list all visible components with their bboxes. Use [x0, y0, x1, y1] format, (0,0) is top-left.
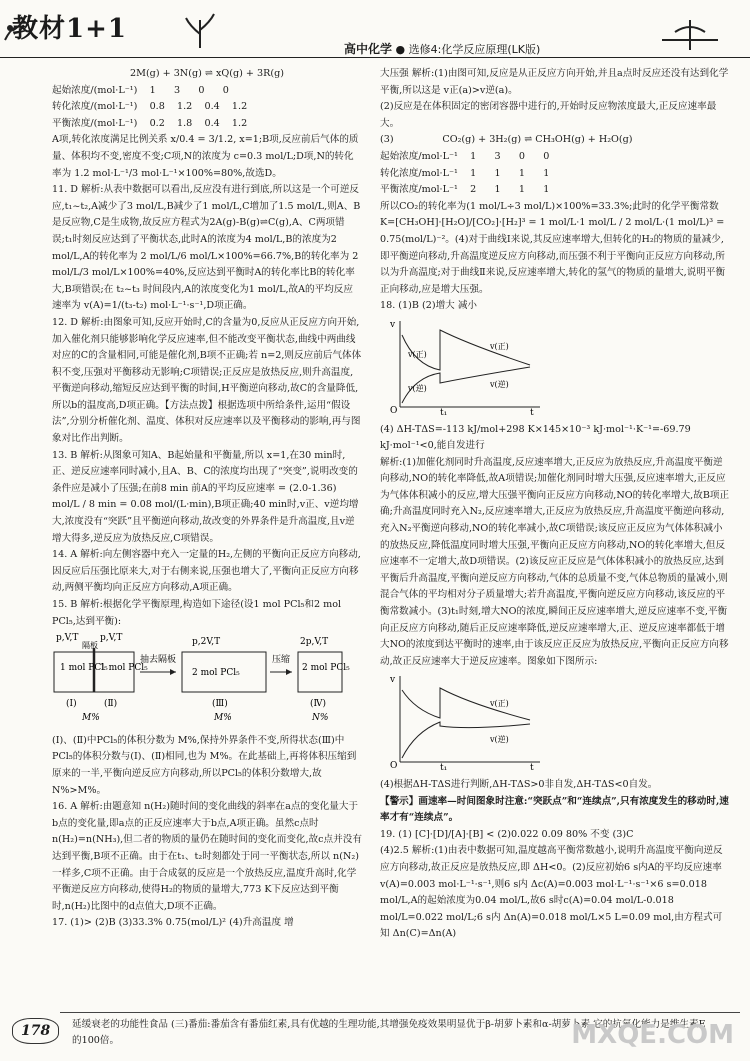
table-row: 平衡浓度/(mol·L⁻¹) 0.2 1.8 0.4 1.2: [52, 117, 248, 129]
box-label: 1 mol PCl₅: [60, 663, 108, 674]
answer-19-explain: (4)2.5 解析:(1)由表中数据可知,温度越高平衡常数越小,说明升高温度平衡向逆反应方向移动,故正反应是放热反应,即 ΔH<0。(2)反应初始6 s内A的平均反应速率 v(A)=0.003 mol·L⁻¹·s⁻¹,则6 s内 Δc(A)=0.003 mol·L⁻¹·s⁻¹×6 s=0.018 mol/L,A的起始浓度为0.04 mol/L,故6 s时c(A)=0.04 mol/L-0.018 mol/L=0.022 mol/L;6 s内 Δn(A)=0.018 mol/L×5 L=0.09 mol,由方程式可知 Δn(C)=Δn(A): [380, 845, 723, 940]
partition-label: 隔板: [82, 641, 98, 651]
arrow-label: 压缩: [272, 655, 291, 666]
tick-label: t₁: [440, 763, 448, 771]
answer-11: 11. D 解析:从表中数据可以看出,反应没有进行到底,所以这是一个可逆反应,t₁~t₂,A减少了3 mol/L,B减少了1 mol/L,C增加了1.5 mol/L,则A、B是反应物,C是生成物,故反应方程式为2A(g)-B(g)⇌C(g),A、C两项错误;t₁时刻反应达到了平衡状态,此时A的浓度为4 mol/L,B的浓度为2 mol/L,A的转化率为 2 mol/L/6 mol/L×100%=66.7%,B的转化率为 2 mol/L/3 mol/L×100%=40%,反应达到平衡时A的转化率比B的转化率大,B项错误;在 t₂~t₃ 时间段内,A的浓度变化为1 mol/L,故A的平均反应速率为 v(A)=1/(t₃-t₂) mol·L⁻¹·s⁻¹,D项正确。: [52, 184, 361, 312]
answer-15: 15. B 解析:根据化学平衡原理,构造如下途径(设1 mol PCl₅和2 mol PCl₅,达到平衡):: [52, 599, 342, 627]
state-number: (Ⅰ): [66, 699, 77, 710]
brand-logo: 教材1+1: [12, 14, 127, 44]
right-column: [380, 66, 730, 943]
state-label: 2p,V,T: [300, 637, 329, 648]
series-label: v(正): [408, 349, 427, 359]
leaf-ornament-icon: [180, 10, 220, 50]
table-row: 平衡浓度/mol·L⁻¹ 2 1 1 1: [380, 184, 550, 196]
state-label: p,V,T: [56, 633, 79, 644]
left-column: [52, 66, 362, 932]
answer-13: 13. B 解析:从图象可知A、B起始量和平衡量,所以 x=1,在30 min时,正、逆反应速率同时减小,且A、B、C的浓度均出现了“突变”,说明改变的条件应是减小了压强;在前8 min 前A的平均反应速率 = (2.0-1.36) mol/L / 8 min = 0.08 mol/(L·min),B项正确;40 min时,v正、v逆均增大,浓度没有“突跃”且平衡逆向移动,故改变的外界条件是升高温度,且v逆增大得多,逆反应为放热反应,C项错误。: [52, 449, 359, 544]
table-row: 转化浓度/mol·L⁻¹ 1 1 1 1: [380, 167, 550, 179]
answer-16: 16. A 解析:由题意知 n(H₂)随时间的变化曲线的斜率在a点的变化量大于b点的变化量,即a点的正反应速率大于b点,A项正确。虽然c点时 n(H₂)=n(NH₃),但二者的物质的量仍在随时间的变化而变化,故c点并没有达到平衡,B项不正确。由于在t₁、t₂时刻都处于同一平衡状态,所以 n(N₂)一样多,C项不正确。由于合成氨的反应是一个放热反应,温度升高时,化学平衡逆反应方向移动,使得H₂的物质的量增大,773 K下反应达到平衡时,n(H₂)比图中的d点值大,D项不正确。: [52, 801, 362, 912]
flourish-icon: [660, 10, 720, 50]
state-label: p,2V,T: [192, 637, 221, 648]
answer-17-cont: 大压强 解析:(1)由图可知,反应是从正反应方向开始,并且a点时反应还没有达到化学平衡,所以这是 v正(a)>v逆(a)。: [380, 68, 729, 96]
tick-label: t: [530, 763, 534, 771]
equation: 2M(g) + 3N(g) ⇌ xQ(g) + 3R(g): [130, 68, 284, 79]
answer-paragraph: A项,转化浓度满足比例关系 x/0.4 = 3/1.2, x=1;B项,反应前后气体的质量、体积均不变,密度不变;C项,N的浓度为 c=0.3 mol/L;D项,N的转化率为 1.2 mol·L⁻¹/3 mol·L⁻¹×100%=80%,故选D。: [52, 134, 359, 179]
answer-18-4b: (4)根据ΔH-TΔS进行判断,ΔH-TΔS>0非自发,ΔH-TΔS<0自发。: [380, 779, 658, 790]
percent-label: M%: [82, 713, 100, 724]
tick-label: t: [530, 407, 534, 415]
origin-label: O: [390, 761, 398, 771]
state-label: p,V,T: [100, 633, 123, 644]
state-number: (Ⅳ): [310, 699, 327, 710]
answer-17: 17. (1)> (2)B (3)33.3% 0.75(mol/L)² (4)升高温度 增: [52, 917, 294, 929]
rate-time-graph-2: [380, 670, 550, 770]
watermark: MXQE.COM: [571, 1020, 734, 1050]
subject-line: 高中化学 ● 选修4:化学反应原理(LK版): [344, 42, 541, 56]
answer-12: 12. D 解析:由图象可知,反应开始时,C的含量为0,反应从正反应方向开始,加入催化剂只能够影响化学反应速率,但不能改变平衡状态,曲线中两曲线对应的C的含量相同,可能是催化剂,B项不正确;若 n=2,则反应前后气体体积不变,压强对平衡移动无影响;C项错误;正反应是放热反应,则升高温度,平衡逆向移动,缩短反应达到平衡的时间,H平衡逆向移动,故C的含量降低,所以b的温度高,D项正确。【方法点拨】根据选项中所给条件,运用“假设法”,分别分析催化剂、温度、体积对反应速率以及平衡移动的影响,再与图象对比作出判断。: [52, 316, 362, 445]
rate-time-graph-1: [380, 315, 550, 415]
pcl5-path-figure: [52, 630, 352, 726]
series-label: v(逆): [490, 379, 509, 389]
header-rule: [0, 57, 750, 58]
box-label: 1 mol PCl₅: [100, 663, 148, 674]
series-label: v(正): [490, 341, 509, 351]
table-row: 转化浓度/(mol·L⁻¹) 0.8 1.2 0.4 1.2: [52, 101, 248, 113]
series-label: v(逆): [490, 735, 509, 745]
footer-note: 延缓衰老的功能性食品 (三)番茄:番茄含有番茄红素,具有优越的生理功能,其增强免疫效果明显优于β-胡萝卜素和α-胡萝卜素,它的抗氧化能力是维生素E的100倍。: [72, 1019, 706, 1046]
answer-18-explain: 解析:(1)加催化剂同时升高温度,反应速率增大,正反应为放热反应,升高温度平衡逆向移动,NO的转化率降低,故A项错误;加催化剂同时增大压强,反应速率增大,正反应为气体体积减小的反应,增大压强平衡向正反应方向移动,NO的转化率增大,故B项正确;升高温度同时充入N₂,反应速率增大,正反应为放热反应,升高温度平衡逆向移动,充入N₂平衡逆向移动,NO的转化率减小,故C项错误;该反应正反应为气体体积减小的放热反应,降低温度同时增大压强,平衡向正反应方向移动,NO的转化率增大,但反应速率不一定增大,故D项错误。(2)该反应正反应是气体体积减小的放热反应,达到平衡后升高温度,平衡向逆反应方向移动,气体的总质量不变,气体总物质的量减小,则混合气体的平均相对分子质量增大;若升高温度,平衡向逆反应方向移动,该反应的平衡常数减小。(3)t₁时刻,增大NO的浓度,瞬间正反应速率增大,逆反应速率不变,平衡向正反应方向移动,随后正反应速率降低,逆反应速率增大,正、逆反应速率都低于增大NO的浓度到达平衡时的速率,由于该反应正反应为放热反应,平衡向正反应方向移动,故正反应速率大于逆反应速率。图象如下图所示:: [380, 456, 730, 667]
arrow-label: 抽去隔板: [140, 655, 177, 666]
answer-17-cont: 所以CO₂的转化率为(1 mol/L÷3 mol/L)×100%=33.3%;此时的化学平衡常数 K=[CH₃OH]·[H₂O]/[CO₂]·[H₂]³ = 1 mol/L·1 mol/L / 2 mol/L·(1 mol/L)³ = 0.75(mol/L)⁻²。(4)对于曲线Ⅰ来说,其反应速率增大,但转化的H₂的物质的量减少,即平衡逆向移动,升高温度逆反应方向移动,而压强不利于平衡向正反应方向移动,所以为升高温度;对于曲线Ⅱ来说,反应速率增大,转化的氢气的物质的量增大,说明平衡正向移动,应是增大压强。: [380, 200, 726, 295]
state-number: (Ⅲ): [212, 699, 228, 710]
answer-18: 18. (1)B (2)增大 减小: [380, 300, 478, 312]
page-header: [0, 0, 750, 58]
tick-label: t₁: [440, 407, 448, 415]
axis-label: v: [390, 675, 396, 686]
equation: (3) CO₂(g) + 3H₂(g) ⇌ CH₃OH(g) + H₂O(g): [380, 134, 633, 146]
answer-18-4: (4) ΔH-TΔS=-113 kJ/mol+298 K×145×10⁻³ kJ·mol⁻¹·K⁻¹=-69.79 kJ·mol⁻¹<0,能自发进行: [380, 423, 691, 452]
table-row: 起始浓度/(mol·L⁻¹) 1 3 0 0: [52, 84, 229, 96]
answer-14: 14. A 解析:向左侧容器中充入一定量的H₂,左侧的平衡向正反应方向移动,因反应后压强比原来大,对于右侧来说,压强也增大了,平衡向正反应方向移动,两侧平衡均向正反应方向移动,A项正确。: [52, 549, 361, 594]
warning-note: 【警示】画速率—时间图象时注意:“突跃点”和“连续点”,只有浓度发生的移动时,速率才有“连续点”。: [380, 795, 729, 824]
footer-rule: [60, 1012, 740, 1013]
percent-label: N%: [312, 713, 329, 724]
state-number: (Ⅱ): [104, 699, 118, 710]
page-number: 178: [12, 1018, 59, 1044]
origin-label: O: [390, 405, 398, 415]
box-label: 2 mol PCl₅: [302, 663, 350, 674]
series-label: v(正): [490, 699, 509, 709]
answer-19: 19. (1) [C]·[D]/[A]·[B] < (2)0.022 0.09 80% 不变 (3)C: [380, 828, 634, 840]
percent-label: M%: [214, 713, 232, 724]
table-row: 起始浓度/mol·L⁻¹ 1 3 0 0: [380, 150, 550, 162]
answer-17-cont: (2)反应是在体积固定的密闭容器中进行的,开始时反应物浓度最大,正反应速率最大。: [380, 101, 717, 129]
answer-15-cont: (Ⅰ)、(Ⅱ)中PCl₅的体积分数为 M%,保持外界条件不变,所得状态(Ⅲ)中PCl₅的体积分数与(Ⅰ)、(Ⅱ)相同,也为 M%。在此基础上,再将体积压缩到原来的一半,平衡向逆反应方向移动,所以PCl₅的体积分数增大,故 N%>M%。: [52, 734, 357, 796]
axis-label: v: [390, 319, 396, 330]
box-label: 2 mol PCl₅: [192, 668, 240, 679]
series-label: v(逆): [408, 383, 427, 393]
